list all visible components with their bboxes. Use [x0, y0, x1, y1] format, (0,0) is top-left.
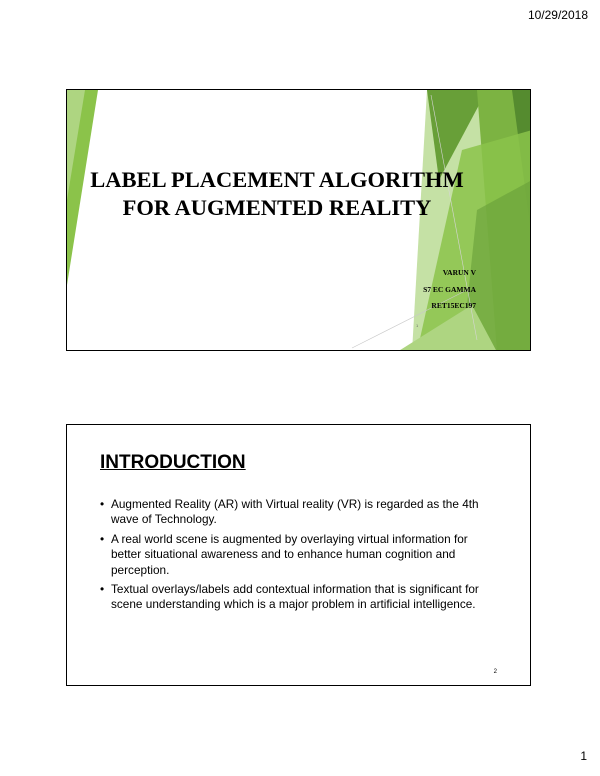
bullet-item: • Textual overlays/labels add contextual information that is significant for scene understanding which is a major problem in artificial intelligence. — [100, 582, 500, 613]
author-block — [423, 265, 476, 315]
print-date: 10/29/2018 — [527, 8, 588, 22]
bullet-item: • A real world scene is augmented by overlaying virtual information for better situational awareness and to enhance human cognition and perception. — [100, 532, 500, 578]
author-roll: RET15EC197 — [431, 301, 476, 310]
bullet-list — [100, 497, 500, 617]
author-name: VARUN V — [442, 268, 476, 277]
slide-number: 1 — [416, 323, 419, 328]
page-number: 1 — [580, 749, 587, 763]
title-slide — [66, 89, 531, 351]
introduction-slide — [66, 424, 531, 686]
presentation-title: LABEL PLACEMENT ALGORITHM FOR AUGMENTED REALITY — [90, 167, 464, 220]
slide-number: 2 — [493, 669, 497, 675]
author-class: S7 EC GAMMA — [423, 284, 476, 294]
slide-title: INTRODUCTION — [100, 452, 246, 473]
bullet-item: • Augmented Reality (AR) with Virtual reality (VR) is regarded as the 4th wave of Technology. — [100, 497, 500, 528]
